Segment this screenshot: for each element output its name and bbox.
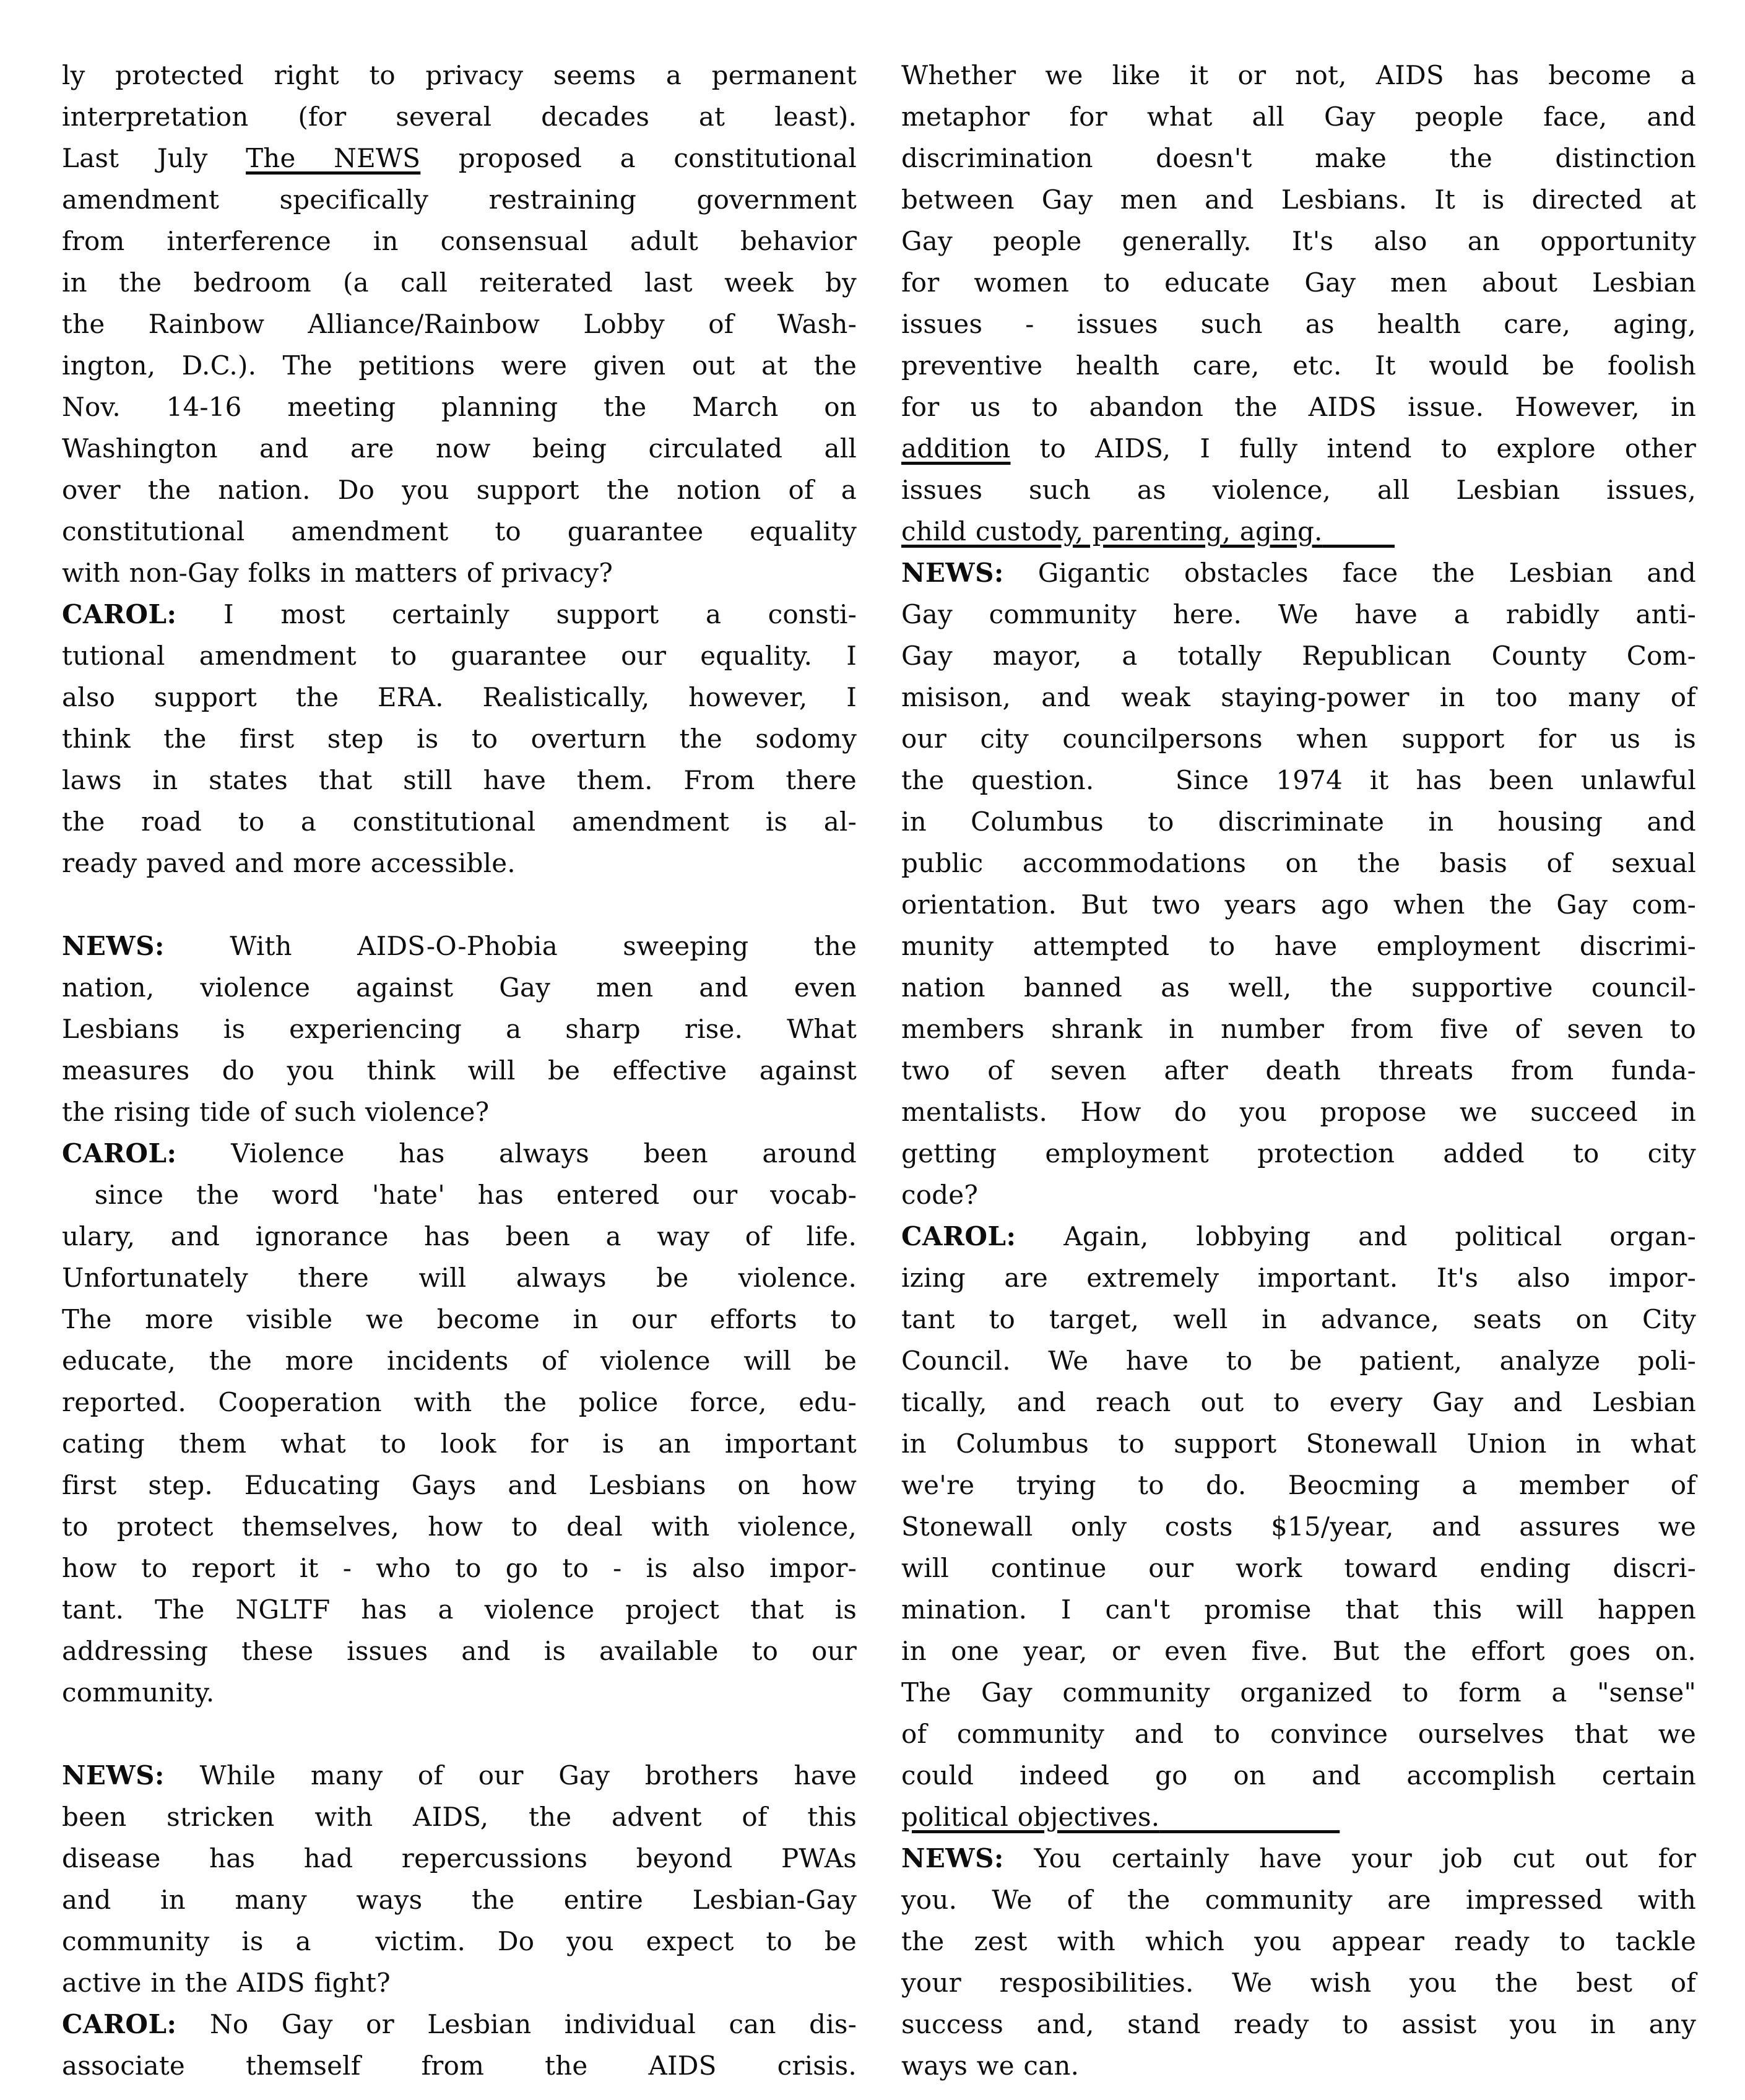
- text-line: [62, 925, 857, 967]
- speaker-label: NEWS:: [62, 1760, 165, 1791]
- text-line: [62, 303, 857, 345]
- text-line: [62, 759, 857, 801]
- text-line: [901, 801, 1696, 842]
- text-line: [901, 428, 1696, 469]
- text-line: [62, 1589, 857, 1630]
- underlined-text: political objectives.: [901, 1802, 1160, 1832]
- text-segment: No Gay or Lesbian individual can dis-: [176, 2009, 857, 2039]
- text-line: [62, 1838, 857, 1879]
- text-line: [62, 1133, 857, 1174]
- text-line: [62, 1340, 857, 1381]
- paragraph: [62, 2003, 857, 2086]
- text-segment: With AIDS-O-Phobia sweeping the: [164, 931, 857, 961]
- text-segment: issues - issues such as health care, aging,: [901, 309, 1696, 339]
- text-line: [62, 262, 857, 303]
- text-line: [901, 925, 1696, 967]
- text-segment: members shrank in number from five of seven to: [901, 1014, 1696, 1044]
- text-segment: measures do you think will be effective against: [62, 1055, 857, 1086]
- text-segment: mentalists. How do you propose we succeed in: [901, 1097, 1696, 1127]
- text-segment: tutional amendment to guarantee our equality. I: [62, 641, 857, 671]
- text-line: [62, 1672, 857, 1713]
- text-line: [901, 1962, 1696, 2003]
- text-segment: in Columbus to discriminate in housing and: [901, 806, 1696, 837]
- text-segment: mination. I can't promise that this will happen: [901, 1594, 1696, 1625]
- text-line: [901, 2045, 1696, 2086]
- text-segment: educate, the more incidents of violence will be: [62, 1346, 857, 1376]
- text-line: [901, 1050, 1696, 1091]
- text-line: [901, 137, 1696, 179]
- text-segment: you. We of the community are impressed with: [901, 1885, 1696, 1915]
- text-line: [901, 1133, 1696, 1174]
- text-segment: for women to educate Gay men about Lesbian: [901, 267, 1696, 298]
- text-line: [901, 1796, 1696, 1838]
- text-segment: metaphor for what all Gay people face, and: [901, 102, 1696, 132]
- text-line: [901, 1713, 1696, 1755]
- text-line: [901, 511, 1696, 552]
- text-line: [901, 842, 1696, 884]
- text-segment: misison, and weak staying-power in too many of: [901, 682, 1696, 712]
- underlined-text: [1159, 1802, 1340, 1832]
- text-segment: think the first step is to overturn the sodomy: [62, 724, 857, 754]
- text-line: [901, 676, 1696, 718]
- text-segment: constitutional amendment to guarantee equality: [62, 516, 857, 547]
- text-line: [62, 1921, 857, 1962]
- text-line: [62, 676, 857, 718]
- text-segment: munity attempted to have employment discrimi-: [901, 931, 1696, 961]
- text-segment: addressing these issues and is available to our: [62, 1636, 857, 1666]
- text-line: [901, 1630, 1696, 1672]
- text-segment: community is a victim. Do you expect to be: [62, 1926, 857, 1956]
- paragraph: [62, 54, 857, 594]
- text-segment: nation, violence against Gay men and even: [62, 972, 857, 1003]
- text-line: [62, 1547, 857, 1589]
- paragraph: [901, 1838, 1696, 2086]
- text-segment: Again, lobbying and political organ-: [1016, 1221, 1696, 1251]
- speaker-label: NEWS:: [901, 558, 1004, 588]
- text-segment: You certainly have your job cut out for: [1003, 1843, 1696, 1873]
- text-segment: Gay community here. We have a rabidly anti-: [901, 599, 1696, 629]
- text-line: [901, 635, 1696, 676]
- text-segment: to AIDS, I fully intend to explore other: [1010, 433, 1696, 464]
- speaker-label: CAROL:: [901, 1221, 1016, 1251]
- text-line: [901, 1091, 1696, 1133]
- text-segment: to protect themselves, how to deal with violence,: [62, 1511, 857, 1542]
- text-line: [62, 1257, 857, 1298]
- text-segment: reported. Cooperation with the police force, edu-: [62, 1387, 857, 1417]
- text-column-left: [62, 54, 857, 2086]
- text-line: [901, 552, 1696, 594]
- text-segment: tant. The NGLTF has a violence project that is: [62, 1594, 857, 1625]
- text-segment: proposed a constitutional: [420, 143, 857, 173]
- text-segment: The Gay community organized to form a "sense": [901, 1677, 1696, 1708]
- text-segment: associate themself from the AIDS crisis.: [62, 2050, 857, 2081]
- text-line: [62, 54, 857, 96]
- paragraph: [62, 925, 857, 1133]
- text-segment: active in the AIDS fight?: [62, 1968, 391, 1998]
- text-line: [62, 220, 857, 262]
- text-line: [901, 1464, 1696, 1506]
- text-line: [901, 1340, 1696, 1381]
- text-segment: ready paved and more accessible.: [62, 848, 516, 878]
- text-line: [901, 884, 1696, 925]
- text-line: [62, 1796, 857, 1838]
- underlined-text: [1323, 516, 1395, 547]
- text-segment: While many of our Gay brothers have: [164, 1760, 857, 1791]
- text-segment: the rising tide of such violence?: [62, 1097, 490, 1127]
- text-segment: Gigantic obstacles face the Lesbian and: [1003, 558, 1696, 588]
- text-line: [62, 1962, 857, 2003]
- text-line: [901, 1257, 1696, 1298]
- text-segment: preventive health care, etc. It would be foolish: [901, 350, 1696, 381]
- text-line: [901, 1755, 1696, 1796]
- text-line: [901, 1008, 1696, 1050]
- text-segment: in one year, or even five. But the effort goes on.: [901, 1636, 1696, 1666]
- text-line: [62, 1630, 857, 1672]
- text-segment: disease has had repercussions beyond PWAs: [62, 1843, 857, 1873]
- text-segment: success and, stand ready to assist you in any: [901, 2009, 1696, 2039]
- text-segment: since the word 'hate' has entered our vocab-: [62, 1180, 857, 1210]
- text-segment: ly protected right to privacy seems a permanent: [62, 60, 857, 90]
- text-line: [62, 469, 857, 511]
- text-segment: in Columbus to support Stonewall Union in what: [901, 1428, 1696, 1459]
- text-segment: could indeed go on and accomplish certain: [901, 1760, 1696, 1791]
- text-segment: The more visible we become in our efforts to: [62, 1304, 857, 1334]
- text-line: [62, 1381, 857, 1423]
- text-segment: I most certainly support a consti-: [176, 599, 857, 629]
- text-line: [62, 801, 857, 842]
- speaker-label: CAROL:: [62, 2009, 177, 2039]
- text-line: [901, 1298, 1696, 1340]
- text-line: [901, 1589, 1696, 1630]
- text-segment: been stricken with AIDS, the advent of this: [62, 1802, 857, 1832]
- text-line: [901, 1547, 1696, 1589]
- text-line: [62, 345, 857, 386]
- text-segment: we're trying to do. Beocming a member of: [901, 1470, 1696, 1500]
- text-line: [62, 1423, 857, 1464]
- text-line: [62, 1174, 857, 1216]
- text-segment: the question. Since 1974 it has been unlawful: [901, 765, 1696, 795]
- text-segment: also support the ERA. Realistically, however, I: [62, 682, 857, 712]
- text-segment: the zest with which you appear ready to tackle: [901, 1926, 1696, 1956]
- underlined-text: addition: [901, 433, 1011, 464]
- text-segment: two of seven after death threats from funda-: [901, 1055, 1696, 1086]
- underlined-text: child custody, parenting, aging.: [901, 516, 1323, 547]
- text-segment: your resposibilities. We wish you the best of: [901, 1968, 1696, 1998]
- text-line: [901, 220, 1696, 262]
- text-line: [901, 1216, 1696, 1257]
- text-line: [62, 635, 857, 676]
- text-segment: laws in states that still have them. From there: [62, 765, 857, 795]
- text-line: [62, 2003, 857, 2045]
- text-line: [901, 54, 1696, 96]
- text-segment: Nov. 14-16 meeting planning the March on: [62, 392, 857, 422]
- text-segment: issues such as violence, all Lesbian issues,: [901, 475, 1696, 505]
- text-line: [901, 179, 1696, 220]
- paragraph: [62, 1755, 857, 2003]
- text-line: [901, 469, 1696, 511]
- text-line: [901, 1506, 1696, 1547]
- text-segment: Gay mayor, a totally Republican County Com-: [901, 641, 1696, 671]
- text-segment: cating them what to look for is an important: [62, 1428, 857, 1459]
- text-segment: getting employment protection added to city: [901, 1138, 1696, 1169]
- text-line: [62, 1755, 857, 1796]
- text-segment: the Rainbow Alliance/Rainbow Lobby of Wash-: [62, 309, 857, 339]
- text-segment: discrimination doesn't make the distinction: [901, 143, 1696, 173]
- text-segment: first step. Educating Gays and Lesbians on how: [62, 1470, 857, 1500]
- text-line: [62, 1091, 857, 1133]
- text-segment: tically, and reach out to every Gay and Lesbian: [901, 1387, 1696, 1417]
- text-line: [62, 1506, 857, 1547]
- paragraph: [62, 594, 857, 884]
- text-segment: Council. We have to be patient, analyze poli-: [901, 1346, 1696, 1376]
- text-line: [62, 1216, 857, 1257]
- text-segment: Gay people generally. It's also an opportunity: [901, 226, 1696, 256]
- text-line: [62, 718, 857, 759]
- text-segment: Last July: [62, 143, 246, 173]
- text-line: [901, 1921, 1696, 1962]
- text-segment: how to report it - who to go to - is also impor-: [62, 1553, 857, 1583]
- speaker-label: CAROL:: [62, 1138, 177, 1169]
- text-line: [901, 262, 1696, 303]
- text-line: [62, 137, 857, 179]
- text-line: [901, 1174, 1696, 1216]
- text-line: [62, 967, 857, 1008]
- speaker-label: CAROL:: [62, 599, 177, 629]
- speaker-label: NEWS:: [901, 1843, 1004, 1873]
- text-line: [62, 594, 857, 635]
- paragraph: [901, 54, 1696, 552]
- speaker-label: NEWS:: [62, 931, 165, 961]
- text-segment: between Gay men and Lesbians. It is directed at: [901, 184, 1696, 215]
- text-line: [62, 179, 857, 220]
- text-segment: Lesbians is experiencing a sharp rise. What: [62, 1014, 857, 1044]
- paragraph: [901, 552, 1696, 1216]
- text-segment: orientation. But two years ago when the Gay com-: [901, 889, 1696, 920]
- text-line: [901, 1423, 1696, 1464]
- text-segment: Violence has always been around: [176, 1138, 857, 1169]
- paragraph: [62, 1133, 857, 1713]
- text-segment: and in many ways the entire Lesbian-Gay: [62, 1885, 857, 1915]
- text-segment: Unfortunately there will always be violence.: [62, 1263, 857, 1293]
- text-line: [62, 2045, 857, 2086]
- text-line: [901, 96, 1696, 137]
- text-segment: the road to a constitutional amendment is al-: [62, 806, 857, 837]
- text-segment: ington, D.C.). The petitions were given out at the: [62, 350, 857, 381]
- underlined-text: The NEWS: [246, 143, 421, 173]
- text-segment: tant to target, well in advance, seats on City: [901, 1304, 1696, 1334]
- text-line: [901, 345, 1696, 386]
- text-line: [62, 1008, 857, 1050]
- text-segment: izing are extremely important. It's also impor-: [901, 1263, 1696, 1293]
- text-segment: in the bedroom (a call reiterated last week by: [62, 267, 857, 298]
- text-line: [62, 1464, 857, 1506]
- text-line: [901, 718, 1696, 759]
- text-segment: will continue our work toward ending discri-: [901, 1553, 1696, 1583]
- text-segment: public accommodations on the basis of sexual: [901, 848, 1696, 878]
- text-segment: Whether we like it or not, AIDS has become a: [901, 60, 1696, 90]
- text-column-right: [901, 54, 1696, 2086]
- text-segment: ways we can.: [901, 2050, 1080, 2081]
- text-line: [62, 96, 857, 137]
- text-segment: from interference in consensual adult behavior: [62, 226, 857, 256]
- text-line: [901, 759, 1696, 801]
- text-line: [901, 1381, 1696, 1423]
- text-line: [62, 428, 857, 469]
- text-segment: our city councilpersons when support for us is: [901, 724, 1696, 754]
- text-line: [62, 1879, 857, 1921]
- text-line: [901, 303, 1696, 345]
- text-line: [62, 552, 857, 594]
- text-line: [62, 842, 857, 884]
- text-segment: over the nation. Do you support the notion of a: [62, 475, 857, 505]
- text-segment: community.: [62, 1677, 215, 1708]
- text-segment: of community and to convince ourselves that we: [901, 1719, 1696, 1749]
- text-line: [62, 1050, 857, 1091]
- paragraph: [901, 1216, 1696, 1838]
- text-line: [901, 967, 1696, 1008]
- text-segment: interpretation (for several decades at least).: [62, 102, 857, 132]
- text-line: [901, 594, 1696, 635]
- text-line: [901, 386, 1696, 428]
- text-line: [901, 1672, 1696, 1713]
- text-segment: nation banned as well, the supportive council-: [901, 972, 1696, 1003]
- text-line: [901, 1879, 1696, 1921]
- text-segment: Washington and are now being circulated all: [62, 433, 857, 464]
- text-segment: for us to abandon the AIDS issue. However, in: [901, 392, 1696, 422]
- text-segment: ulary, and ignorance has been a way of life.: [62, 1221, 857, 1251]
- text-line: [901, 1838, 1696, 1879]
- text-line: [901, 2003, 1696, 2045]
- text-segment: code?: [901, 1180, 979, 1210]
- text-line: [62, 1298, 857, 1340]
- text-segment: Stonewall only costs $15/year, and assures we: [901, 1511, 1696, 1542]
- text-segment: amendment specifically restraining government: [62, 184, 857, 215]
- text-segment: with non-Gay folks in matters of privacy?: [62, 558, 613, 588]
- text-line: [62, 511, 857, 552]
- text-line: [62, 386, 857, 428]
